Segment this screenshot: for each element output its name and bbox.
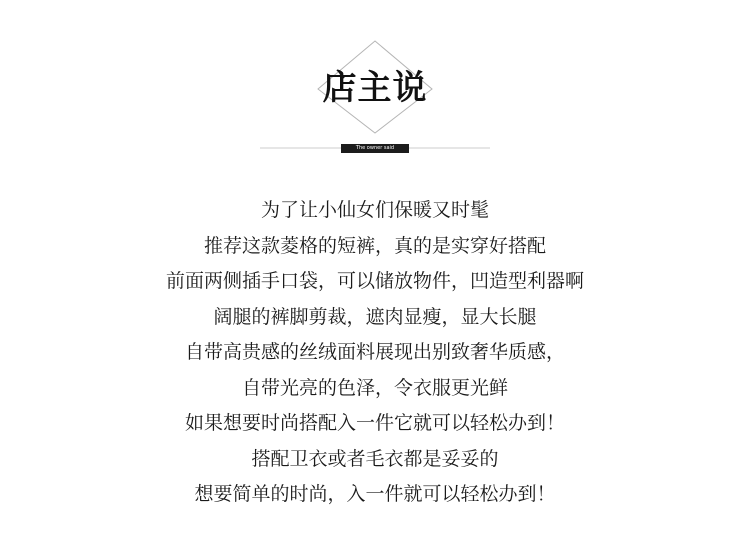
- page-title: 店主说: [322, 68, 428, 108]
- description-line: 想要简单的时尚，入一件就可以轻松办到！: [194, 483, 556, 505]
- description-line: 为了让小仙女们保暖又时髦: [260, 199, 489, 221]
- description-line: 自带光亮的色泽，令衣服更光鲜: [241, 376, 508, 399]
- description-line: 推荐这款菱格的短裤，真的是实穿好搭配: [203, 234, 546, 257]
- header-section: [0, 0, 750, 160]
- description-line: 搭配卫衣或者毛衣都是妥妥的: [251, 447, 499, 470]
- description-line: 前面两侧插手口袋，可以储放物件，凹造型利器啊: [165, 270, 584, 292]
- description-line: 自带高贵感的丝绒面料展现出别致奢华质感，: [184, 341, 565, 363]
- description-line: 如果想要时尚搭配入一件它就可以轻松办到！: [184, 412, 565, 434]
- description-line: 阔腿的裤脚剪裁，遮肉显瘦，显大长腿: [213, 305, 537, 328]
- subtitle-badge: The owner said: [341, 144, 409, 153]
- description-text: [0, 193, 750, 513]
